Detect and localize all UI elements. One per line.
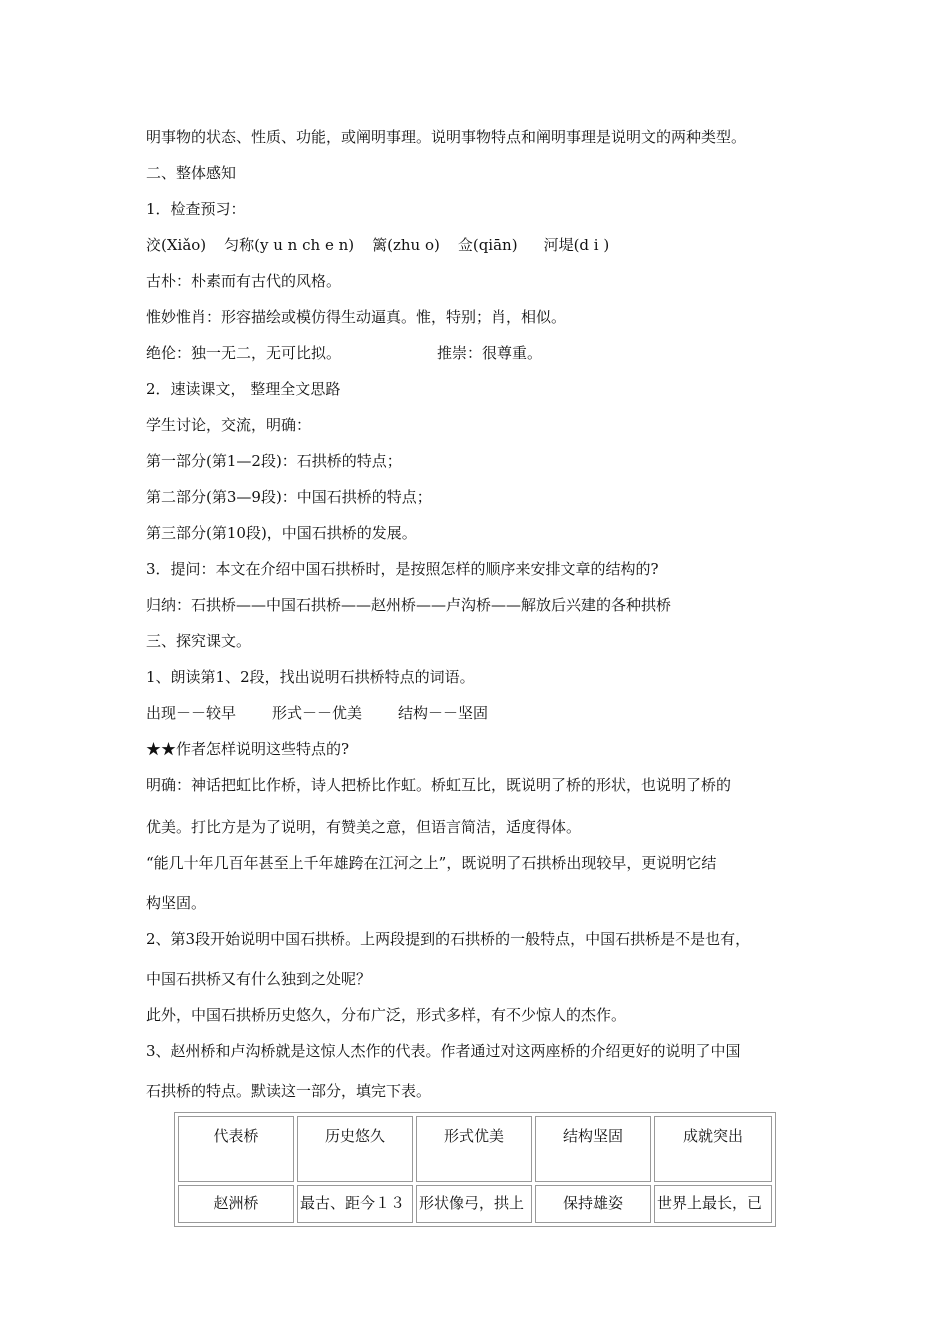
paragraph-line: 2．速读课文， 整理全文思路 xyxy=(146,380,341,398)
feature-item: 出现－－较早 xyxy=(146,704,237,722)
paragraph-line: 构坚固。 xyxy=(146,894,207,912)
paragraph-line: 第一部分(第1—2段)：石拱桥的特点； xyxy=(146,452,402,470)
table-header-row xyxy=(178,1116,772,1182)
features-line xyxy=(146,703,488,723)
paragraph-line: 中国石拱桥又有什么独到之处呢？ xyxy=(146,970,372,988)
table-header-cell: 历史悠久 xyxy=(297,1116,413,1182)
paragraph-line: 优美。打比方是为了说明，有赞美之意，但语言简洁，适度得体。 xyxy=(146,818,582,836)
paragraph-line: 明事物的状态、性质、功能，或阐明事理。说明事物特点和阐明事理是说明文的两种类型。 xyxy=(146,128,747,146)
pinyin-item: 篱(zhu o) xyxy=(372,236,440,254)
paragraph-line: 1、朗读第1、2段，找出说明石拱桥特点的词语。 xyxy=(146,668,475,686)
paragraph-line: 明确：神话把虹比作桥，诗人把桥比作虹。桥虹互比，既说明了桥的形状，也说明了桥的 xyxy=(146,776,732,794)
pinyin-item: 匀称(y u n ch e n) xyxy=(224,236,355,254)
feature-item: 形式－－优美 xyxy=(272,704,363,722)
paragraph-line: 古朴：朴素而有古代的风格。 xyxy=(146,272,342,290)
section-heading: 三、探究课文。 xyxy=(146,632,252,650)
feature-item: 结构－－坚固 xyxy=(398,704,489,722)
paragraph-line: 1．检查预习： xyxy=(146,200,246,218)
definition-item: 推崇：很尊重。 xyxy=(437,344,543,362)
table-header-cell: 代表桥 xyxy=(178,1116,294,1182)
table-cell: 最古、距今１３ xyxy=(297,1185,413,1223)
definition-line xyxy=(146,343,542,363)
paragraph-line: 3、赵州桥和卢沟桥就是这惊人杰作的代表。作者通过对这两座桥的介绍更好的说明了中国 xyxy=(146,1042,741,1060)
table-header-cell: 形式优美 xyxy=(416,1116,532,1182)
paragraph-line: 第三部分(第10段)，中国石拱桥的发展。 xyxy=(146,524,417,542)
paragraph-line: 惟妙惟肖：形容描绘或模仿得生动逼真。惟，特别；肖，相似。 xyxy=(146,308,567,326)
paragraph-line: 石拱桥的特点。默读这一部分，填完下表。 xyxy=(146,1082,432,1100)
pinyin-item: 佥(qiān) xyxy=(457,236,518,254)
pinyin-item: 洨(Xiǎo) xyxy=(146,236,207,254)
question-line: ★★作者怎样说明这些特点的? xyxy=(146,740,350,758)
table-header-cell: 成就突出 xyxy=(654,1116,772,1182)
paragraph-line: “能几十年几百年甚至上千年雄跨在江河之上”，既说明了石拱桥出现较早，更说明它结 xyxy=(146,854,717,872)
paragraph-line: 此外，中国石拱桥历史悠久，分布广泛，形式多样，有不少惊人的杰作。 xyxy=(146,1006,627,1024)
table-cell: 世界上最长，已 xyxy=(654,1185,772,1223)
bridge-table xyxy=(174,1112,776,1227)
table-header-cell: 结构坚固 xyxy=(535,1116,651,1182)
pinyin-line xyxy=(146,235,609,255)
table-cell: 形状像弓，拱上 xyxy=(416,1185,532,1223)
paragraph-line: 归纳：石拱桥——中国石拱桥——赵州桥——卢沟桥——解放后兴建的各种拱桥 xyxy=(146,596,672,614)
definition-item: 绝伦：独一无二，无可比拟。 xyxy=(146,344,342,362)
paragraph-line: 3．提问：本文在介绍中国石拱桥时，是按照怎样的顺序来安排文章的结构的? xyxy=(146,560,659,578)
section-heading: 二、整体感知 xyxy=(146,164,237,182)
paragraph-line: 学生讨论，交流，明确： xyxy=(146,416,312,434)
pinyin-item: 河堤(d i ) xyxy=(543,236,610,254)
paragraph-line: 第二部分(第3—9段)：中国石拱桥的特点； xyxy=(146,488,432,506)
table-row xyxy=(178,1185,772,1223)
table-cell: 保持雄姿 xyxy=(535,1185,651,1223)
paragraph-line: 2、第3段开始说明中国石拱桥。上两段提到的石拱桥的一般特点，中国石拱桥是不是也有， xyxy=(146,930,751,948)
table-cell: 赵洲桥 xyxy=(178,1185,294,1223)
